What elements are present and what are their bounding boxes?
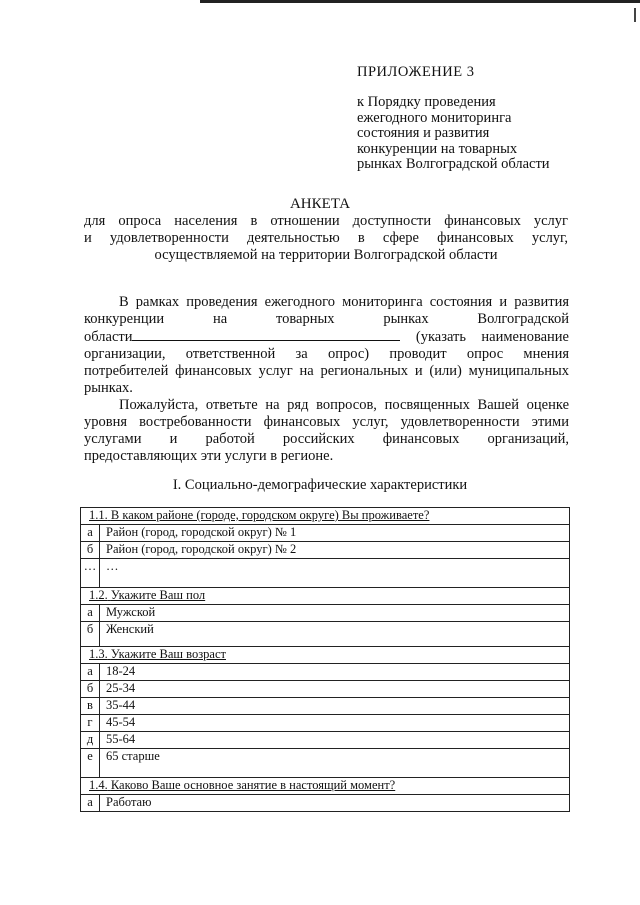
question-text: В каком районе (городе, городском округе) Вы проживаете? bbox=[110, 508, 430, 522]
option-row bbox=[81, 525, 570, 542]
appendix-header bbox=[357, 64, 550, 173]
option-row bbox=[81, 605, 570, 622]
option-row bbox=[81, 559, 570, 588]
question-number: 1.1. bbox=[89, 508, 108, 522]
questionnaire-table bbox=[80, 507, 570, 812]
question-number: 1.4. bbox=[89, 778, 108, 792]
option-letter: … bbox=[81, 559, 100, 588]
question-cell bbox=[81, 778, 570, 795]
option-row bbox=[81, 681, 570, 698]
option-row bbox=[81, 698, 570, 715]
intro-line: предоставляющих эти услуги в регионе. bbox=[84, 448, 334, 464]
option-letter: г bbox=[81, 715, 100, 732]
question-text: Укажите Ваш возраст bbox=[110, 647, 226, 661]
option-text: Работаю bbox=[100, 795, 570, 812]
option-letter: б bbox=[81, 681, 100, 698]
option-text: Женский bbox=[100, 622, 570, 647]
option-letter: а bbox=[81, 795, 100, 812]
option-letter: е bbox=[81, 749, 100, 778]
section-title: I. Социально-демографические характеристики bbox=[172, 477, 468, 493]
question-number: 1.2. bbox=[89, 588, 108, 602]
option-letter: д bbox=[81, 732, 100, 749]
option-row bbox=[81, 749, 570, 778]
option-letter: в bbox=[81, 698, 100, 715]
intro-line: В рамках проведения ежегодного мониторинга состояния и развития bbox=[119, 294, 569, 310]
subtitle-line: осуществляемой на территории Волгоградской области bbox=[154, 247, 498, 263]
question-cell bbox=[81, 588, 570, 605]
question-row bbox=[81, 588, 570, 605]
option-row bbox=[81, 795, 570, 812]
appendix-line: к Порядку проведения bbox=[357, 94, 496, 110]
option-row bbox=[81, 664, 570, 681]
scan-edge-mark bbox=[634, 8, 636, 22]
intro-line: рынках. bbox=[84, 380, 133, 396]
question-row bbox=[81, 647, 570, 664]
option-text: … bbox=[100, 559, 570, 588]
option-letter: а bbox=[81, 605, 100, 622]
appendix-line: ежегодного мониторинга bbox=[357, 109, 512, 126]
question-cell bbox=[81, 508, 570, 525]
option-letter: а bbox=[81, 525, 100, 542]
option-text: 35-44 bbox=[100, 698, 570, 715]
appendix-title: ПРИЛОЖЕНИЕ 3 bbox=[357, 64, 475, 80]
intro-text bbox=[84, 294, 569, 465]
intro-line-with-blank bbox=[84, 328, 569, 346]
question-number: 1.3. bbox=[89, 647, 108, 661]
question-cell bbox=[81, 647, 570, 664]
intro-line: потребителей финансовых услуг на региональных и (или) муниципальных bbox=[84, 363, 569, 379]
intro-text-fragment: (указать наименование bbox=[415, 329, 569, 345]
option-letter: б bbox=[81, 542, 100, 559]
question-text: Укажите Ваш пол bbox=[110, 588, 206, 602]
option-letter: а bbox=[81, 664, 100, 681]
intro-line: услугами и работой российских финансовых организаций, bbox=[84, 431, 569, 447]
question-row bbox=[81, 508, 570, 525]
option-text: 55-64 bbox=[100, 732, 570, 749]
option-text: Мужской bbox=[100, 605, 570, 622]
option-row bbox=[81, 542, 570, 559]
intro-line: Пожалуйста, ответьте на ряд вопросов, посвященных Вашей оценке bbox=[119, 397, 569, 413]
appendix-line: конкуренции на товарных bbox=[357, 140, 518, 157]
survey-subtitle bbox=[84, 213, 568, 264]
option-row bbox=[81, 715, 570, 732]
option-text: 45-54 bbox=[100, 715, 570, 732]
survey-title: АНКЕТА bbox=[289, 196, 351, 212]
appendix-line: рынках Волгоградской области bbox=[357, 156, 550, 172]
option-row bbox=[81, 622, 570, 647]
option-text: 25-34 bbox=[100, 681, 570, 698]
option-text: 18-24 bbox=[100, 664, 570, 681]
subtitle-line: и удовлетворенности деятельностью в сфере финансовых услуг, bbox=[84, 230, 568, 246]
question-row bbox=[81, 778, 570, 795]
option-text: 65 старше bbox=[100, 749, 570, 778]
intro-line: конкуренции на товарных рынках Волгоградской bbox=[84, 311, 569, 327]
option-letter: б bbox=[81, 622, 100, 647]
organization-blank-field bbox=[132, 328, 400, 341]
intro-line: организации, ответственной за опрос) проводит опрос мнения bbox=[84, 346, 569, 362]
question-text: Каково Ваше основное занятие в настоящий момент? bbox=[110, 778, 396, 792]
option-text: Район (город, городской округ) № 2 bbox=[100, 542, 570, 559]
subtitle-line: для опроса населения в отношении доступности финансовых услуг bbox=[84, 213, 568, 229]
appendix-line: состояния и развития bbox=[357, 125, 490, 141]
option-text: Район (город, городской округ) № 1 bbox=[100, 525, 570, 542]
intro-line: уровня востребованности финансовых услуг, удовлетворенности этими bbox=[84, 414, 569, 430]
scan-edge-line bbox=[200, 0, 640, 3]
intro-text-fragment: области bbox=[84, 329, 133, 345]
option-row bbox=[81, 732, 570, 749]
